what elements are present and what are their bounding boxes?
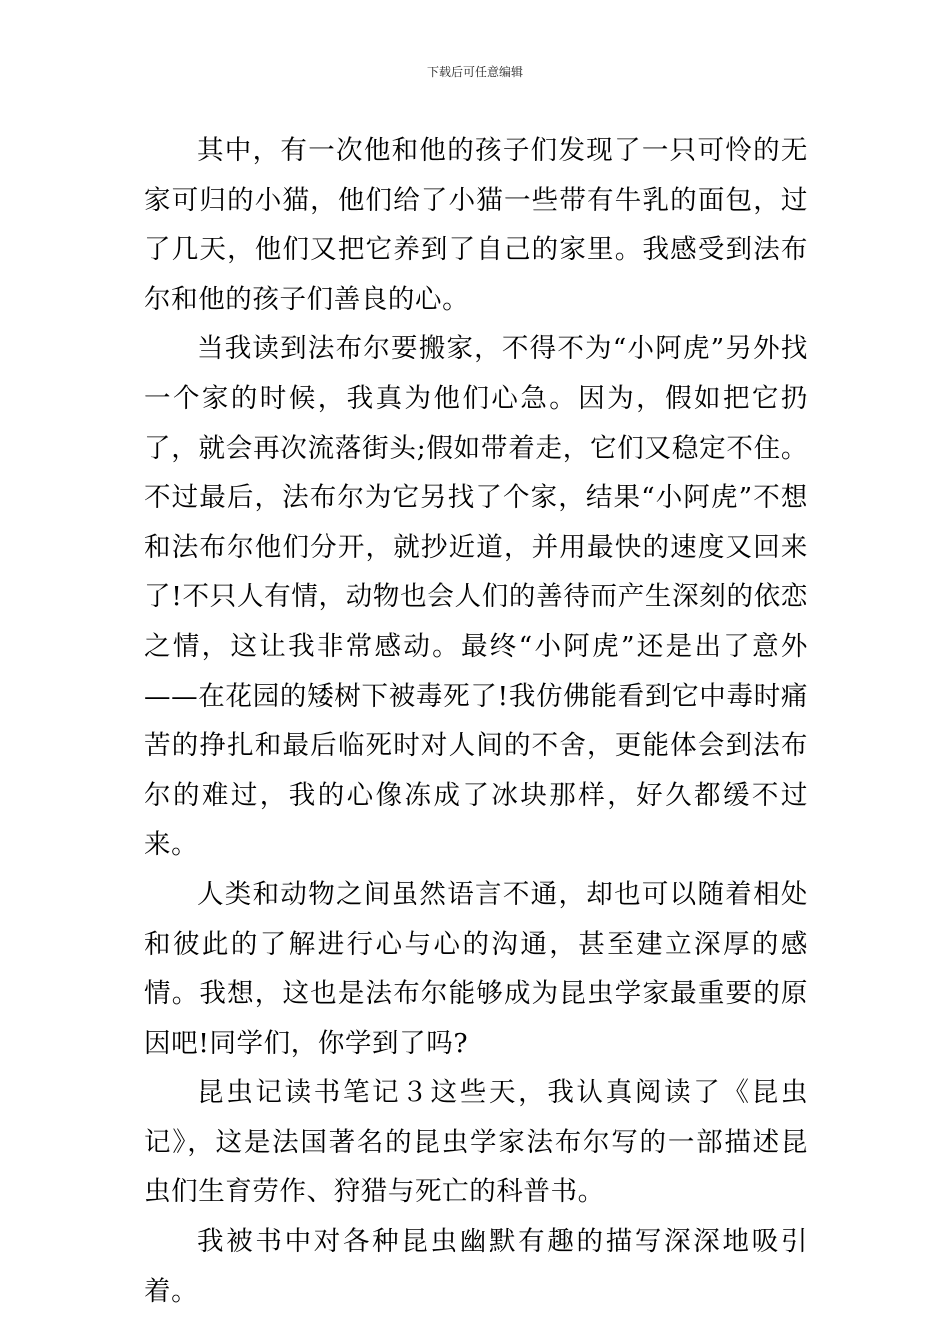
paragraph-4: 昆虫记读书笔记３这些天，我认真阅读了《昆虫记》，这是法国著名的昆虫学家法布尔写的一部描述昆虫们生育劳作、狩猎与死亡的科普书。 xyxy=(144,1077,808,1208)
document-body xyxy=(144,126,808,1316)
paragraph-2: 当我读到法布尔要搬家，不得不为“小阿虎”另外找一个家的时候，我真为他们心急。因为，假如把它扔了，就会再次流落街头;假如带着走，它们又稳定不住。不过最后，法布尔为它另找了个家，结果“小阿虎”不想和法布尔他们分开，就抄近道，并用最快的速度又回来了!不只人有情，动物也会人们的善待而产生深刻的依恋之情，这让我非常感动。最终“小阿虎”还是出了意外——在花园的矮树下被毒死了!我仿佛能看到它中毒时痛苦的挣扎和最后临死时对人间的不舍，更能体会到法布尔的难过，我的心像冻成了冰块那样，好久都缓不过来。 xyxy=(144,333,808,861)
paragraph-5: 我被书中对各种昆虫幽默有趣的描写深深地吸引着。 xyxy=(144,1226,808,1307)
page-header: 下载后可任意编辑 xyxy=(426,65,523,79)
paragraph-3: 人类和动物之间虽然语言不通，却也可以随着相处和彼此的了解进行心与心的沟通，甚至建立深厚的感情。我想，这也是法布尔能够成为昆虫学家最重要的原因吧!同学们，你学到了吗? xyxy=(144,878,808,1059)
paragraph-1: 其中，有一次他和他的孩子们发现了一只可怜的无家可归的小猫，他们给了小猫一些带有牛乳的面包，过了几天，他们又把它养到了自己的家里。我感受到法布尔和他的孩子们善良的心。 xyxy=(144,135,808,315)
